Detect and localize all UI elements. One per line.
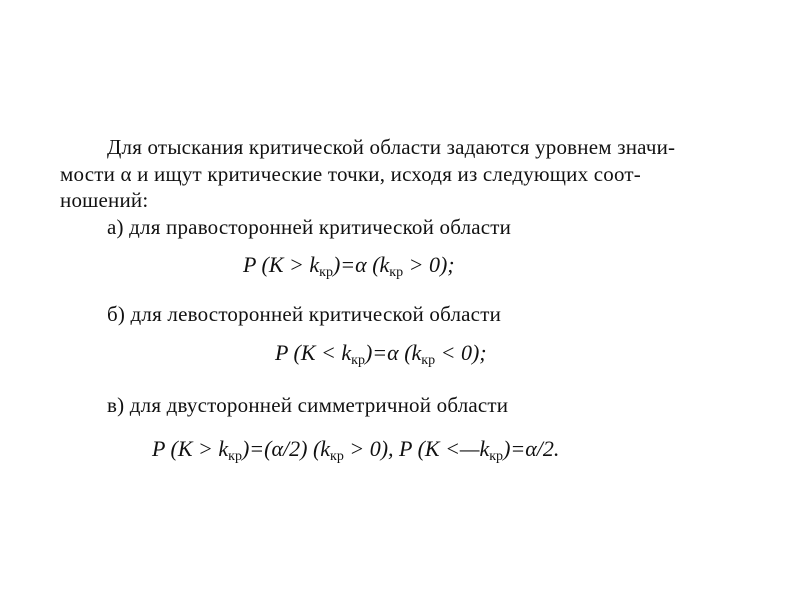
formula-two-sub2: кр (330, 449, 344, 464)
paragraph-line-3: ношений: (60, 188, 149, 212)
formula-two-sided (152, 436, 559, 465)
formula-left-sub1: кр (351, 353, 365, 368)
formula-two-part1: P (K > k (152, 436, 229, 461)
formula-right-sub1: кр (319, 265, 333, 280)
formula-two-sub3: кр (489, 449, 504, 464)
item-v-heading: в) для двусторонней симметричной области (107, 393, 509, 417)
item-b-heading: б) для левосторонней критической области (107, 302, 502, 326)
formula-left-sided (275, 340, 487, 369)
formula-right-sided (243, 252, 455, 281)
formula-left-sub2: кр (421, 353, 436, 368)
formula-left-middle: )=α (k (364, 340, 422, 365)
formula-two-part4: )=α/2. (503, 436, 560, 461)
formula-right-right: > 0); (403, 252, 455, 277)
formula-right-sub2: кр (389, 265, 404, 280)
formula-right-left: P (K > k (243, 252, 320, 277)
paragraph-line-1: Для отыскания критической области задаются уровнем значи- (107, 135, 676, 159)
item-a-heading: а) для правосторонней критической области (107, 215, 512, 239)
formula-right-middle: )=α (k (332, 252, 390, 277)
formula-left-left: P (K < k (275, 340, 352, 365)
formula-two-part2: )=(α/2) (k (241, 436, 331, 461)
paragraph-line-2: мости α и ищут критические точки, исходя из следующих соот- (60, 162, 641, 186)
formula-two-part3: > 0), P (K <—k (343, 436, 490, 461)
formula-left-right: < 0); (435, 340, 487, 365)
formula-two-sub1: кр (228, 449, 242, 464)
